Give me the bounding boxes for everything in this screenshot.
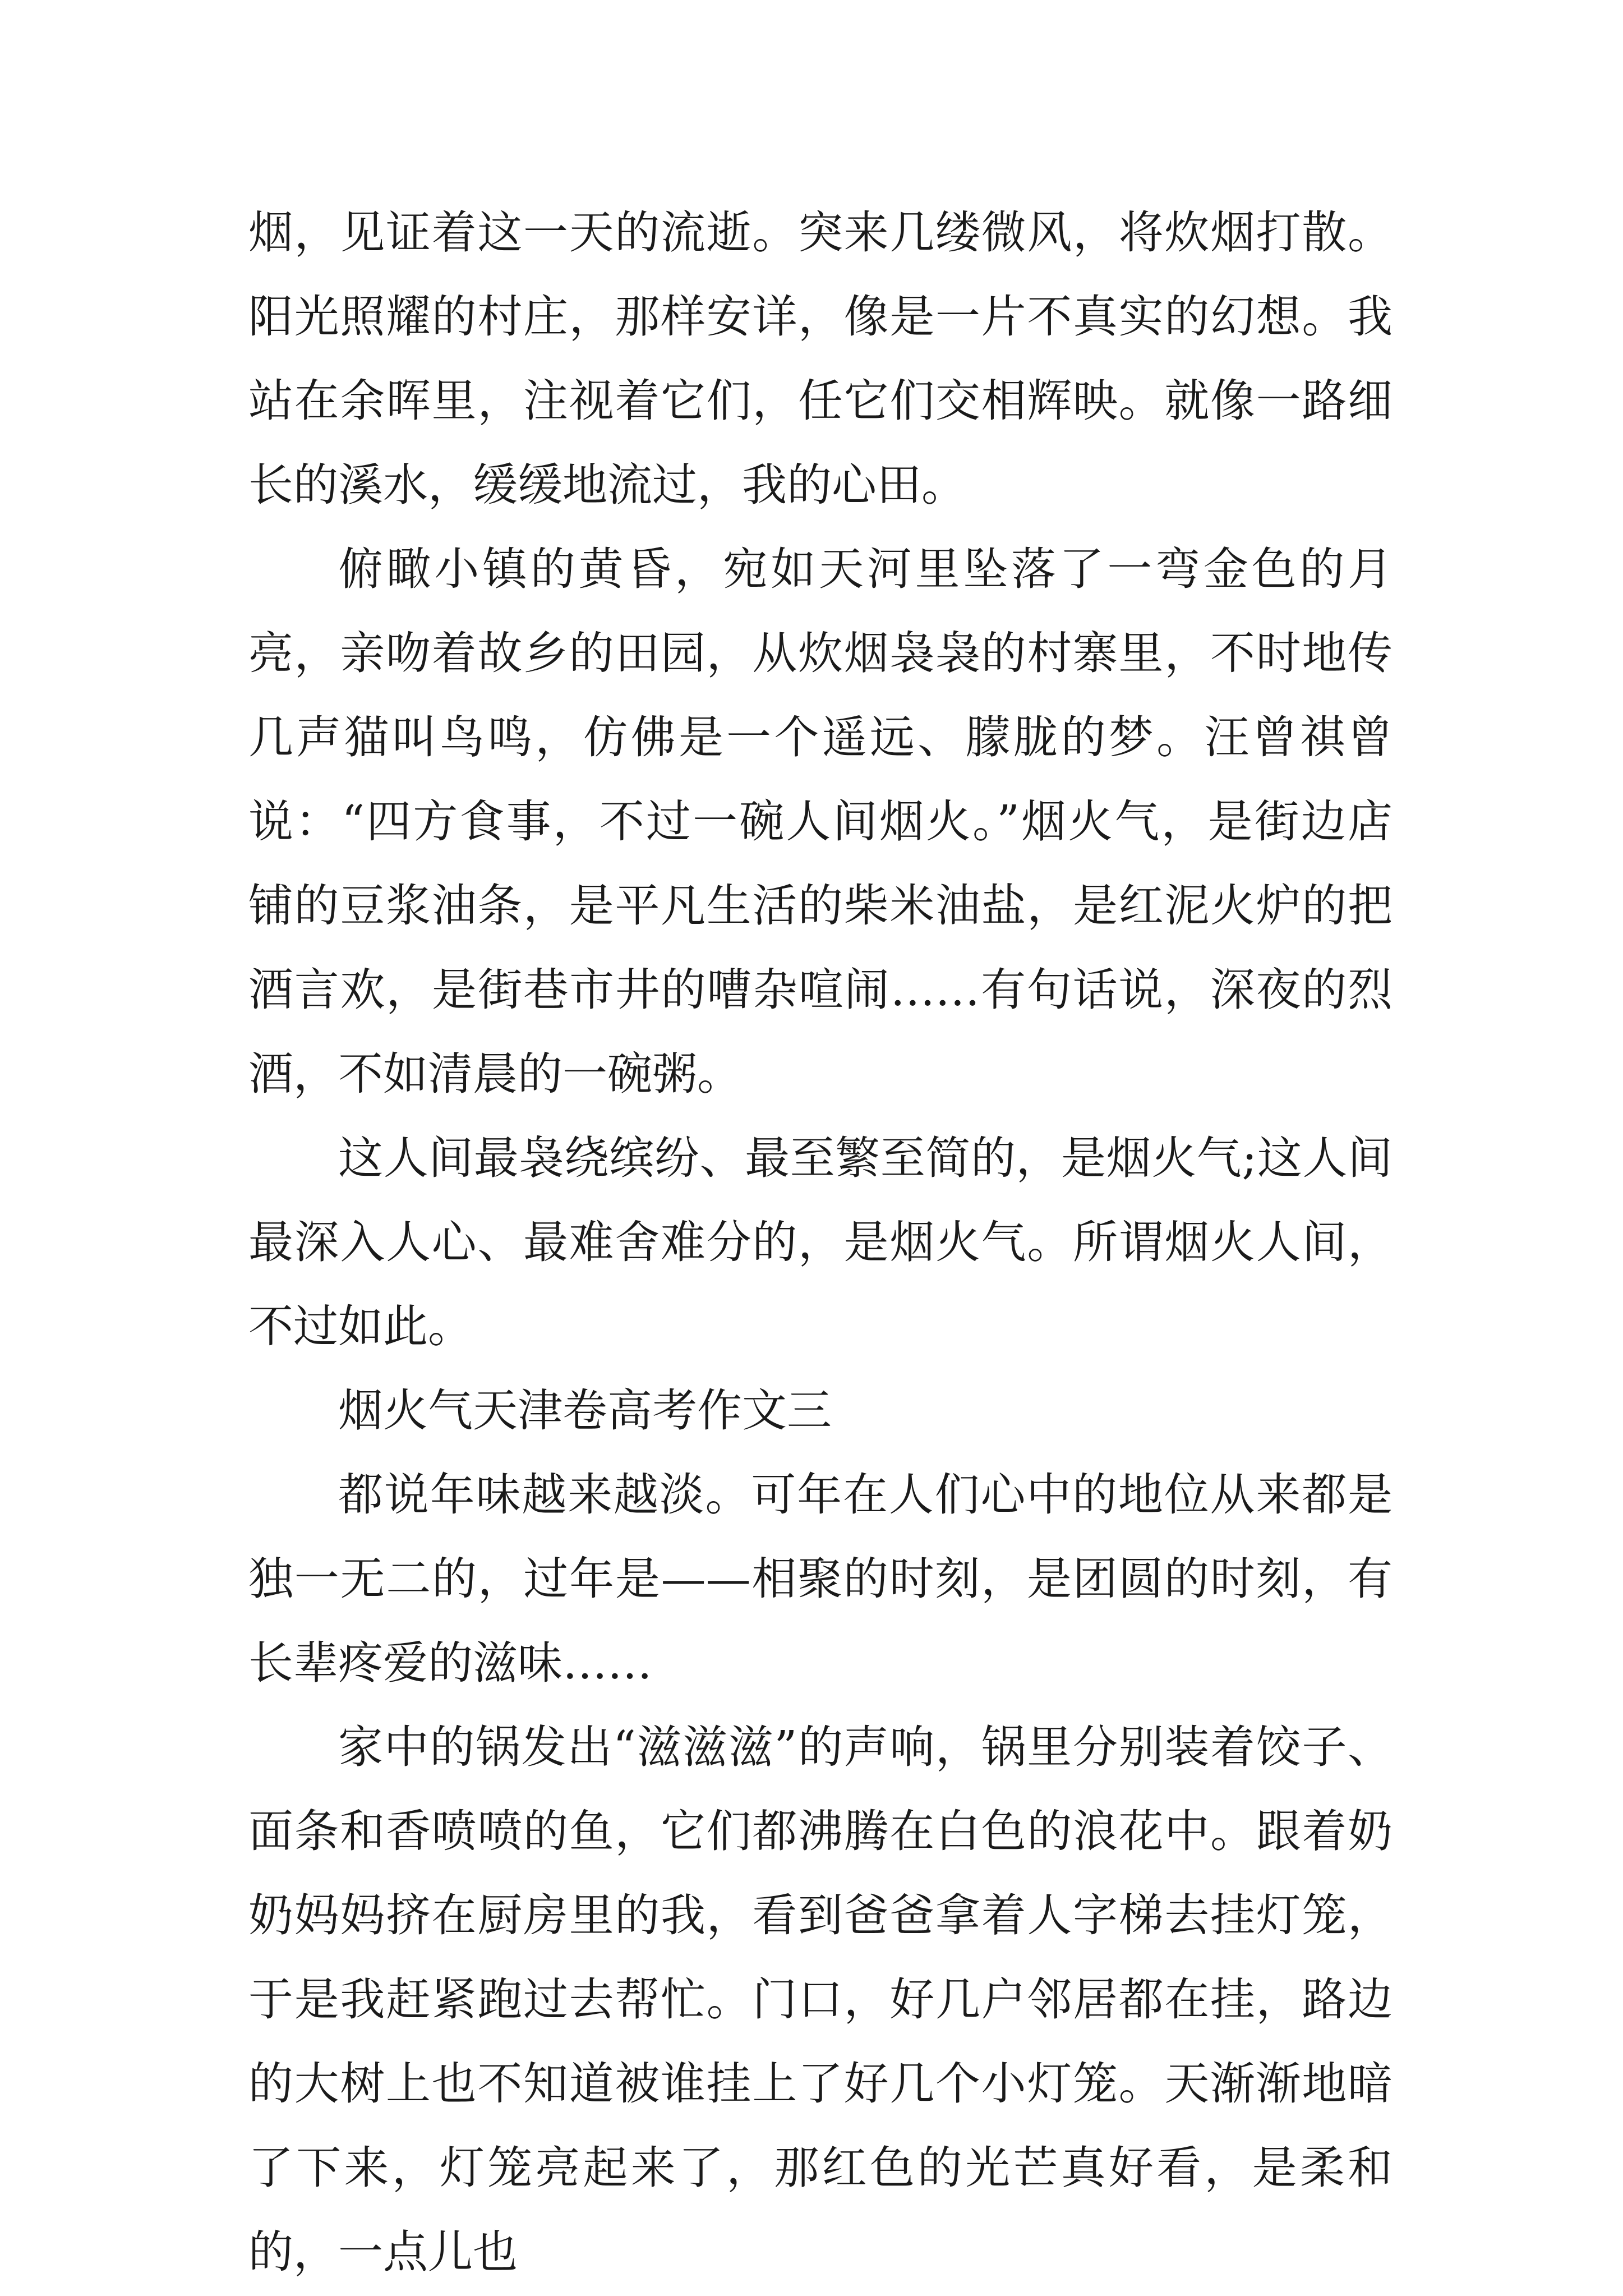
section-heading: 烟火气天津卷高考作文三 — [338, 1384, 832, 1437]
paragraph-1: 烟，见证着这一天的流逝。突来几缕微风，将炊烟打散。阳光照耀的村庄，那样安详，像是一片不真实的幻想。我站在余晖里，注视着它们，任它们交相辉映。就像一路细长的溪水，缓缓地流过，我的心田。 — [248, 206, 1393, 511]
document-body — [248, 191, 1393, 2294]
paragraph-2: 俯瞰小镇的黄昏，宛如天河里坠落了一弯金色的月亮，亲吻着故乡的田园，从炊烟袅袅的村寨里，不时地传几声猫叫鸟鸣，仿佛是一个遥远、朦胧的梦。汪曾祺曾说：“四方食事，不过一碗人间烟火。”烟火气，是街边店铺的豆浆油条，是平凡生活的柴米油盐，是红泥火炉的把酒言欢，是街巷市井的嘈杂喧闹……有句话说，深夜的烈酒，不如清晨的一碗粥。 — [248, 543, 1393, 1100]
paragraph-3: 这人间最袅绕缤纷、最至繁至简的，是烟火气;这人间最深入人心、最难舍难分的，是烟火气。所谓烟火人间，不过如此。 — [248, 1132, 1393, 1352]
paragraph-4: 都说年味越来越淡。可年在人们心中的地位从来都是独一无二的，过年是——相聚的时刻，是团圆的时刻，有长辈疼爱的滋味…… — [248, 1469, 1393, 1689]
paragraph-5: 家中的锅发出“滋滋滋”的声响，锅里分别装着饺子、面条和香喷喷的鱼，它们都沸腾在白色的浪花中。跟着奶奶妈妈挤在厨房里的我，看到爸爸拿着人字梯去挂灯笼，于是我赶紧跑过去帮忙。门口，好几户邻居都在挂，路边的大树上也不知道被谁挂上了好几个小灯笼。天渐渐地暗了下来，灯笼亮起来了，那红色的光芒真好看，是柔和的，一点儿也 — [248, 1721, 1393, 2278]
